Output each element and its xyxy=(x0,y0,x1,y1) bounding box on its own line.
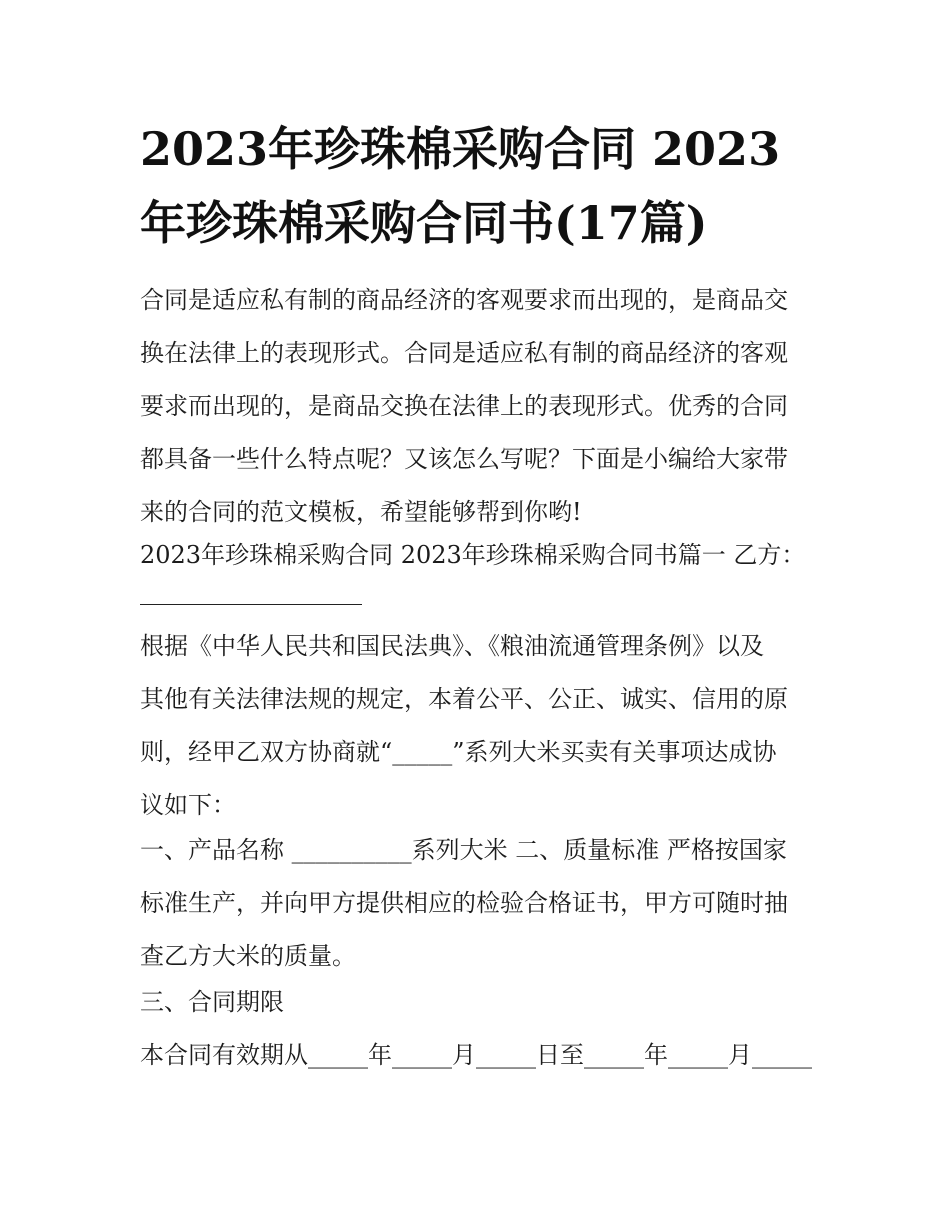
clause-paragraph xyxy=(140,824,815,983)
section-heading xyxy=(140,529,815,582)
document-title xyxy=(140,112,815,260)
term-line: 本合同有效期从_____年_____月_____日至_____年_____月_____ xyxy=(140,1041,812,1069)
term-paragraph xyxy=(140,1029,815,1082)
title-line: 年珍珠棉采购合同书(17篇) xyxy=(140,196,708,250)
title-line: 2023年珍珠棉采购合同 2023 xyxy=(140,122,781,176)
basis-paragraph xyxy=(140,620,815,832)
clause-line: 查乙方大米的质量。 xyxy=(140,942,356,970)
intro-paragraph xyxy=(140,274,815,539)
intro-line: 要求而出现的，是商品交换在法律上的表现形式。优秀的合同 xyxy=(140,392,788,420)
intro-line: 都具备一些什么特点呢？又该怎么写呢？下面是小编给大家带 xyxy=(140,445,788,473)
basis-line: 其他有关法律法规的规定，本着公平、公正、诚实、信用的原 xyxy=(140,685,788,713)
basis-line: 议如下： xyxy=(140,791,236,819)
section-heading-line: 2023年珍珠棉采购合同 2023年珍珠棉采购合同书篇一 乙方： xyxy=(140,541,806,569)
intro-line: 合同是适应私有制的商品经济的客观要求而出现的，是商品交 xyxy=(140,286,788,314)
basis-line: 则，经甲乙双方协商就“_____”系列大米买卖有关事项达成协 xyxy=(140,738,777,766)
term-heading-line: 三、合同期限 xyxy=(140,988,284,1016)
basis-line: 根据《中华人民共和国民法典》、《粮油流通管理条例》以及 xyxy=(140,632,764,660)
term-heading xyxy=(140,976,815,1029)
party-b-blank-line xyxy=(140,604,362,605)
intro-line: 换在法律上的表现形式。合同是适应私有制的商品经济的客观 xyxy=(140,339,788,367)
clause-line: 一、产品名称 __________系列大米 二、质量标准 严格按国家 xyxy=(140,836,787,864)
clause-line: 标准生产，并向甲方提供相应的检验合格证书，甲方可随时抽 xyxy=(140,889,788,917)
intro-line: 来的合同的范文模板，希望能够帮到你哟! xyxy=(140,498,582,526)
